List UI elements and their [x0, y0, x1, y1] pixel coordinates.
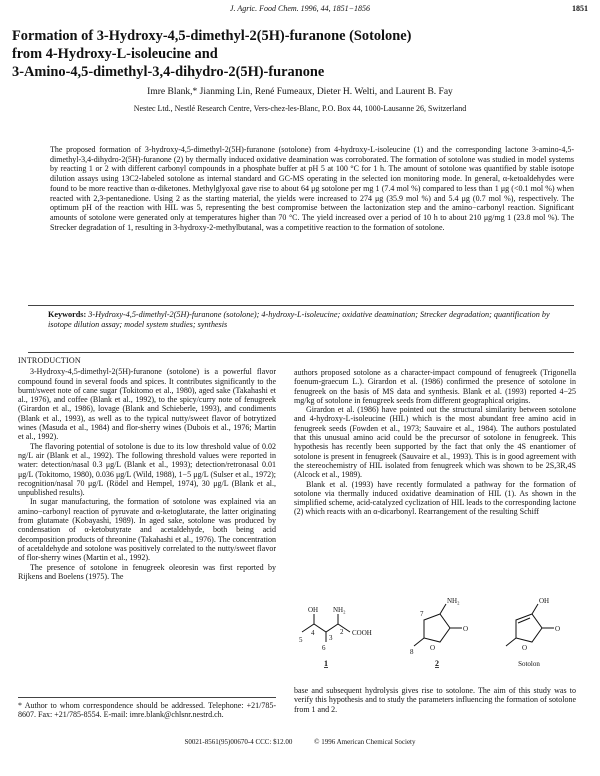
- left-column: [18, 356, 276, 581]
- sotolone-methyl-bond: [506, 638, 516, 646]
- atom-label-nh2: NH₂: [333, 606, 346, 614]
- page-header: [0, 4, 600, 16]
- paragraph: authors proposed sotolone as a character-impact compound of fenugreek (Trigonella foenum-graecum L.). Girardon et al. (1986) confirmed the presence of sotolone in fenugreek on the basis of MS data and synthesis. Blank et al. (1993) reported 4−25 mg/kg of sotolone in fenugreek seeds from different geographical origins.: [294, 368, 576, 405]
- paragraph: The presence of sotolone in fenugreek oleoresin was first reported by Rijkens and Boelens (1975). The: [18, 562, 276, 581]
- atom-label-nh2: NH₂: [447, 597, 460, 605]
- right-column: [294, 368, 576, 517]
- atom-number: 6: [322, 644, 326, 652]
- abstract: The proposed formation of 3-hydroxy-4,5-dimethyl-2(5H)-furanone (sotolone) from 4-hydroxy-L-isoleucine (1) and the corresponding lactone 3-amino-4,5-dimethyl-3,4-dihydro-2(5H)-furanone (2) by thermally induced oxidative deamination was corroborated. The formation of sotolone was studied in model systems by reacting 1 or 2 with different carbonyl compounds in a phosphate buffer at pH 5 at 100 °C for 1 h. The amount of sotolone was quantified by stable isotope dilution assays using 13C2-labeled sotolone as internal standard and GC-MS operating in the selected ion monitoring mode. In general, α-ketoaldehydes were found to be more reactive than α-diketones. Methylglyoxal gave rise to about 64 μg sotolone per mg 1 (7.4 mol %) compared to less than 1 μg (<0.1 mol %) when reacted with 2,3-pentanedione. Using 2 as the starting material, the yields were increased to 274 μg (35.9 mol %) and 5.4 μg (0.7 mol %), respectively. The optimum pH of the reaction with HIL was 5, representing the best compromise between the lactonization step and the amino−carbonyl reaction. Significant amounts of sotolone were generated only at temperatures higher than 70 °C. The yield increased over a period of 10 h to about 210 μg/mg 1 (23.8 mol %). The Strecker degradation of 1, resulting in 3-hydroxy-2-methylbutanal, was a competitive reaction to the formation of sotolone.: [50, 145, 574, 232]
- atom-label-oh: OH: [539, 597, 550, 605]
- paragraph: 3-Hydroxy-4,5-dimethyl-2(5H)-furanone (sotolone) is a powerful flavor compound found in several foods and spices. It contributes significantly to the burnt/sweet note of cane sugar (Tokitomo et al., 1980), aged sake (Takahashi et al., 1976), and coffee (Blank et al., 1992), to the spicy/curry note of fenugreek (Girardon et al., 1986), lovage (Blank and Schieberle, 1993), and condiments (Blank et al., 1993), as well as to the typical nutty/sweet flavor of botrytized wines (Masuda et al., 1984) and flor-sherry wines (Dubois et al., 1976; Martin et al., 1992).: [18, 367, 276, 442]
- paper-title: [12, 27, 592, 81]
- affiliation: Nestec Ltd., Nestlé Research Centre, Vers-chez-les-Blanc, P.O. Box 44, 1000-Lausanne 26, Switzerland: [133, 104, 467, 113]
- article-code: S0021-8561(95)00670-4 CCC: $12.00: [184, 738, 293, 746]
- keywords: [48, 310, 568, 330]
- keywords-text: 3-Hydroxy-4,5-dimethyl-2(5H)-furanone (sotolone); 4-hydroxy-L-isoleucine; oxidative deamination; Strecker degradation; quantification by isotope dilution assay; model system studies; synthesis: [48, 310, 550, 329]
- atom-label-o: O: [522, 644, 528, 652]
- atom-label-o: O: [463, 625, 469, 633]
- atom-number: 5: [299, 636, 303, 644]
- copyright: © 1996 American Chemical Society: [314, 738, 416, 746]
- sotolone-oh-bond: [532, 604, 538, 614]
- running-head: J. Agric. Food Chem. 1996, 44, 1851−1856: [229, 4, 371, 13]
- compound-2-nh2-bond: [440, 604, 446, 614]
- title-line: 3-Amino-4,5-dimethyl-3,4-dihydro-2(5H)-furanone: [12, 64, 325, 80]
- keywords-box: [28, 305, 574, 353]
- atom-label-o: O: [555, 625, 561, 633]
- paragraph: The flavoring potential of sotolone is due to its low threshold value of 0.02 ng/L air (Blank et al., 1992). The following threshold values were reported in water: detection/nasal 0.3 μg/L (Blank et al., 1993); detection/retronasal 0.01 μg/L (Tokitomo, 1980), 0.036 μg/L (Wild, 1988), 1−5 μg/L (Sulser et al., 1972); recognition/nasal 70 μg/L (Rödel and Hempel, 1974), 30 μg/L (Blank et al., unpublished results).: [18, 441, 276, 498]
- atom-label-oh: OH: [308, 606, 319, 614]
- compound-2-ring: [424, 614, 450, 642]
- title-line: Formation of 3-Hydroxy-4,5-dimethyl-2(5H)-furanone (Sotolone): [12, 28, 412, 44]
- chemical-scheme: [294, 592, 576, 672]
- page-footer: [0, 738, 600, 746]
- atom-number: 4: [311, 629, 315, 637]
- atom-label-o: O: [430, 644, 436, 652]
- compound-2-methyl-bond: [414, 638, 424, 646]
- paragraph: Blank et al. (1993) have recently formulated a pathway for the formation of sotolone via thermally induced oxidative deamination of HIL (1). As shown in the simplified scheme, acid-catalyzed cyclization of HIL leads to the corresponding lactone (2) which reacts with an α-dicarbonyl. Rearrangement of the resulting Schiff: [294, 479, 576, 517]
- compound-label-2: 2: [435, 659, 439, 668]
- compound-label-1: 1: [324, 659, 328, 668]
- paragraph: base and subsequent hydrolysis gives rise to sotolone. The aim of this study was to verify this hypothesis and to study the parameters influencing the formation of sotolone from 1 and 2.: [294, 686, 576, 714]
- atom-number: 2: [340, 628, 344, 636]
- author-list: Imre Blank,* Jianming Lin, René Fumeaux, Dieter H. Welti, and Laurent B. Fay: [147, 87, 453, 97]
- keywords-label: Keywords:: [48, 310, 87, 319]
- paragraph: In sugar manufacturing, the formation of sotolone was explained via an amino−carbonyl reaction of pyruvate and α-ketoglutarate, the latter originating from glutamate (Kobayashi, 1989). In aged sake, sotolone was produced by condensation of α-ketobutyrate and acetaldehyde, both being acid decomposition products of threonine (Takahashi et al., 1976). The concentration of acetaldehyde and sotolone was positively correlated to the nutty/sweet flavor of flor-sherry wines (Martin et al., 1992).: [18, 497, 276, 563]
- title-line: from 4-Hydroxy-L-isoleucine and: [12, 46, 218, 62]
- atom-number: 7: [420, 610, 424, 618]
- structure-drawings: [294, 592, 576, 672]
- atom-number: 3: [329, 634, 333, 642]
- correspondence-footnote: * Author to whom correspondence should be addressed. Telephone: +21/785-8607. Fax: +21/785-8554. E-mail: imre.blank@chlsnr.nestrd.ch.: [18, 697, 276, 720]
- compound-label-sotolon: Sotolon: [518, 660, 540, 668]
- section-heading-introduction: INTRODUCTION: [18, 356, 81, 365]
- page-number: 1851: [572, 4, 588, 13]
- atom-number: 8: [410, 648, 414, 656]
- atom-label-cooh: COOH: [352, 629, 372, 637]
- paragraph: Girardon et al. (1986) have pointed out the structural similarity between sotolone and 4-hydroxy-L-isoleucine (HIL) which is the most abundant free amino acid in fenugreek seeds (Fowden et al., 1973; Sauvaire et al., 1984). The authors postulated that this unusual amino acid could be the precursor of sotolone in fenugreek. This hypothesis has recently been supported by the fact that only the 4S enantiomer of sotolone is present in fenugreek (Sauvaire et al., 1993). This is in good agreement with the stereochemistry of HIL isolated from fenugreek which was shown to be 2S,3R,4S (Alcock et al., 1989).: [294, 405, 576, 480]
